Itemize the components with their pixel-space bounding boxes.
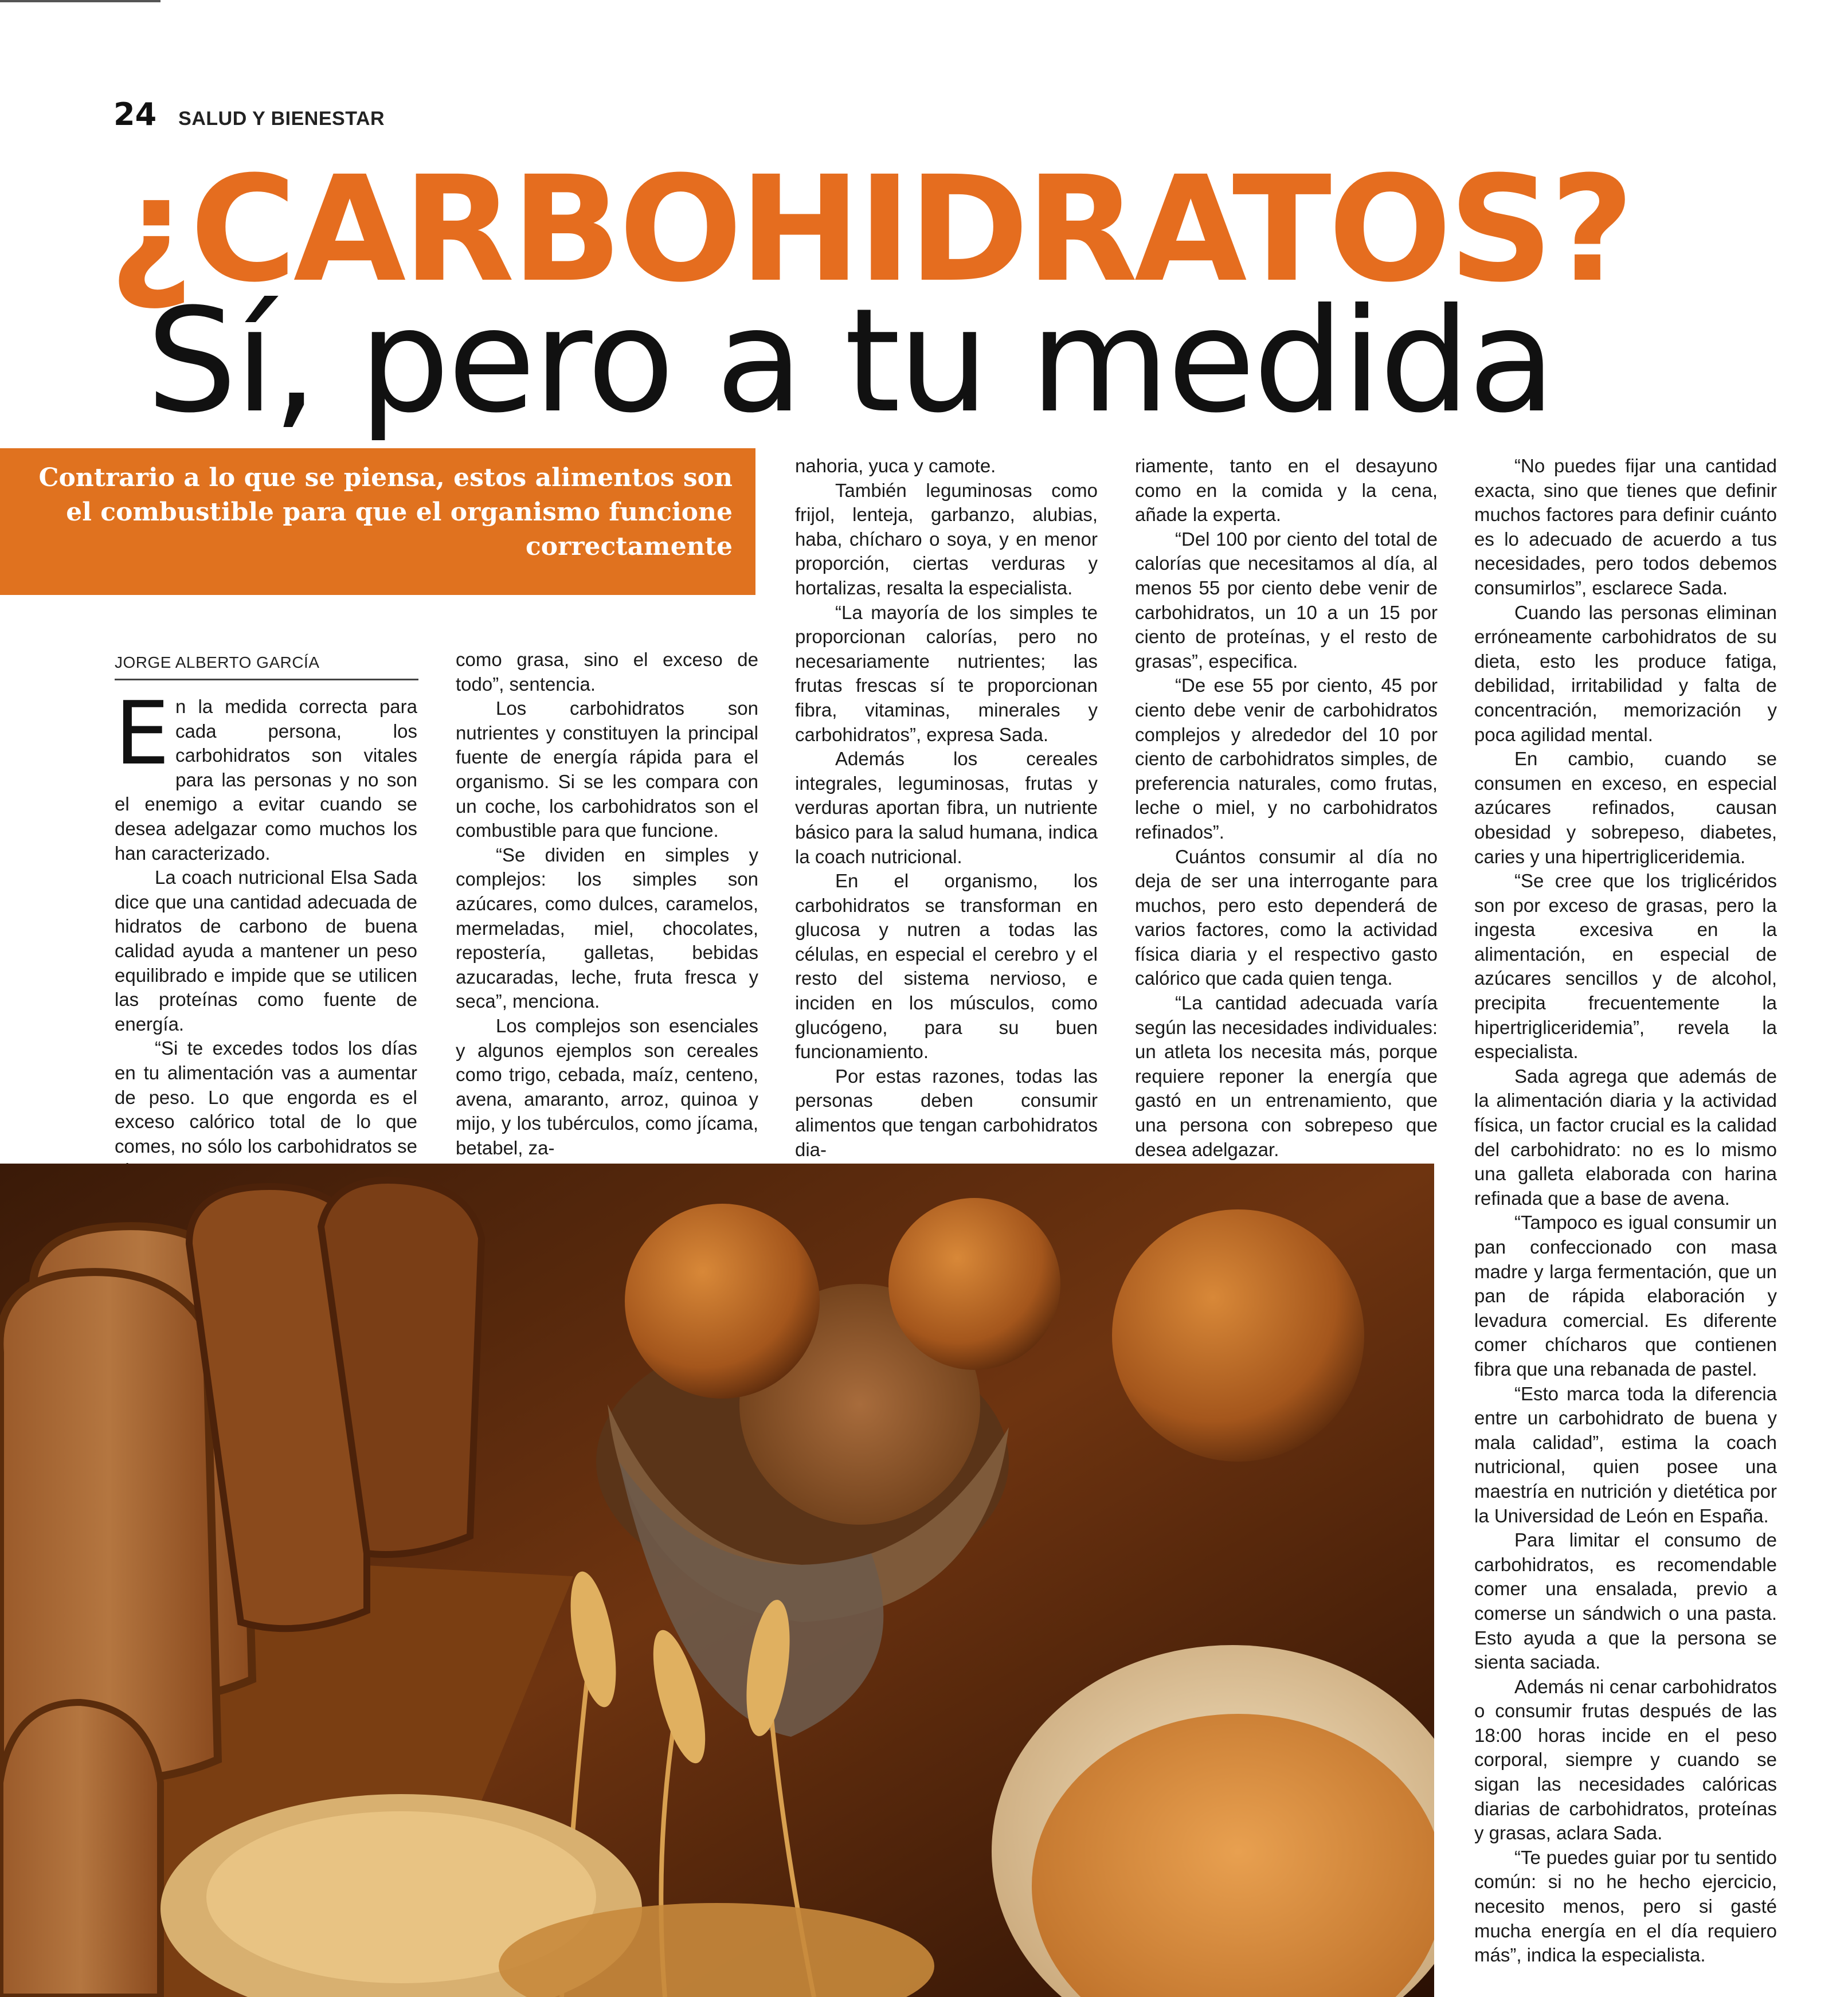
paragraph-text: n la medida correcta para cada persona, los carbohidratos son vitales para las personas y no son el enemigo a evitar cuando se desea adelgazar como muchos los han caracterizado.: [115, 696, 417, 864]
paragraph: nahoria, yuca y camote.: [795, 455, 996, 476]
section-name: SALUD Y BIENESTAR: [178, 108, 385, 130]
page-number: 24: [113, 96, 157, 132]
deck-banner: [0, 448, 755, 595]
paragraph: Los complejos son esenciales y algunos ejemplos son cereales como trigo, cebada, maíz, centeno, avena, amaranto, arroz, quinoa y mijo, y los tubérculos, como jícama, betabel, za-: [456, 1015, 758, 1158]
paragraph: Los carbohidratos son nutrientes y constituyen la principal fuente de energía rápida para el organismo. Si se les compara con un coche, los carbohidratos son el combustible para que funcione.: [456, 698, 758, 841]
byline-block: [115, 653, 418, 680]
paragraph: En el organismo, los carbohidratos se transforman en glucosa y nutren a todas las células, en especial el cerebro y el resto del sistema nervioso, e inciden en los músculos, como glucógeno, para su buen funcionamiento.: [795, 870, 1098, 1063]
paragraph: Sada agrega que además de la alimentación diaria y la actividad física, un factor crucial es la calidad del carbohidrato: no es lo mismo una galleta elaborada con harina refinada que a base de avena.: [1474, 1065, 1777, 1209]
paragraph: riamente, tanto en el desayuno como en la comida y la cena, añade la experta.: [1135, 455, 1438, 526]
paragraph: “La mayoría de los simples te proporcionan calorías, pero no necesariamente nutrientes; las frutas frescas sí te proporcionan fibra, vitaminas, minerales y carbohidratos”, expresa Sada.: [795, 601, 1098, 745]
paragraph: Además ni cenar carbohidratos o consumir frutas después de las 18:00 horas incide en el peso corporal, siempre y cuando se sigan las necesidades calóricas diarias de carbohidratos, proteínas y grasas, aclara Sada.: [1474, 1675, 1777, 1844]
paragraph: “La cantidad adecuada varía según las necesidades individuales: un atleta los necesita más, porque requiere reponer la energía que gastó en un entrenamiento, que una persona con sobrepeso que desea adelgazar.: [1135, 992, 1438, 1160]
paragraph: “No puedes fijar una cantidad exacta, sino que tienes que definir muchos factores para definir cuánto es lo adecuado de acuerdo a tus necesidades, pero todos debemos consumirlos”, esclarece Sada.: [1474, 455, 1777, 598]
paragraph: “Se cree que los triglicéridos son por exceso de grasas, pero la ingesta excesiva en la alimentación, en especial de azúcares sencillos y de alcohol, precipita frecuentemente la hipertrigliceridemia”, revela la especialista.: [1474, 870, 1777, 1063]
article-column-4: [1135, 454, 1438, 1162]
paragraph: También leguminosas como frijol, lenteja, garbanzo, alubias, haba, chícharo o soya, y en menor proporción, ciertas verduras y hortalizas, resalta la especialista.: [795, 479, 1098, 598]
paragraph: La coach nutricional Elsa Sada dice que una cantidad adecuada de hidratos de carbono de buena calidad ayuda a mantener un peso equilibrado e impide que se utilicen las proteínas como fuente de energía.: [115, 867, 417, 1035]
paragraph: “Esto marca toda la diferencia entre un carbohidrato de buena y mala calidad”, estima la coach nutricional, quien posee una maestría en nutrición y dietética por la Universidad de León en España.: [1474, 1383, 1777, 1526]
deck-text: Contrario a lo que se piensa, estos alimentos son el combustible para que el organismo funcione correctamente: [38, 463, 733, 561]
bread-and-grains-photo: [0, 1164, 1434, 1997]
paragraph: Para limitar el consumo de carbohidratos, es recomendable comer una ensalada, previo a comerse un sándwich o una pasta. Esto ayuda a que la persona se sienta saciada.: [1474, 1529, 1777, 1673]
top-rule: [0, 0, 160, 2]
drop-cap: E: [115, 683, 170, 784]
paragraph: como grasa, sino el exceso de todo”, sentencia.: [456, 649, 758, 695]
paragraph: Por estas razones, todas las personas deben consumir alimentos que tengan carbohidratos dia-: [795, 1065, 1098, 1160]
paragraph: “De ese 55 por ciento, 45 por ciento debe venir de carbohidratos complejos y alrededor del 10 por ciento de carbohidratos simples, de preferencia naturales, como frutas, leche o miel, y no carbohidratos refinados”.: [1135, 675, 1438, 843]
subheadline: Sí, pero a tu medida: [146, 277, 1554, 444]
article-column-2: [456, 648, 758, 1160]
article-column-5: [1474, 454, 1777, 1968]
paragraph: Cuando las personas eliminan erróneamente carbohidratos de su dieta, esto les produce fatiga, debilidad, irritabilidad y falta de concentración, memorización y poca agilidad mental.: [1474, 601, 1777, 745]
paragraph: “Se dividen en simples y complejos: los simples son azúcares, como dulces, caramelos, mermeladas, miel, chocolates, repostería, galletas, bebidas azucaradas, leche, fruta fresca y seca”, menciona.: [456, 844, 758, 1012]
paragraph: Además los cereales integrales, leguminosas, frutas y verduras aportan fibra, un nutriente básico para la salud humana, indica la coach nutricional.: [795, 748, 1098, 867]
page-folio: [113, 96, 385, 136]
paragraph: “Si te excedes todos los días en tu alimentación vas a aumentar de peso. Lo que engorda es el exceso calórico total de lo que comes, no sólo los carbohidratos se: [115, 1037, 417, 1157]
paragraph: En cambio, cuando se consumen en exceso, en especial azúcares refinados, causan obesidad y sobrepeso, diabetes, caries y una hipertrigliceridemia.: [1474, 748, 1777, 867]
paragraph: “Del 100 por ciento del total de calorías que necesitamos al día, al menos 55 por ciento debe venir de carbohidratos, un 10 a un 15 por ciento de proteínas, y el resto de grasas”, especifica.: [1135, 528, 1438, 672]
headline: ¿CARBOHIDRATOS?: [109, 144, 1631, 314]
byline: JORGE ALBERTO GARCÍA: [115, 653, 320, 671]
paragraph: “Tampoco es igual consumir un pan confeccionado con masa madre y larga fermentación, que un pan de rápida elaboración y levadura comercial. Es diferente comer chícharos que contienen fibra que una rebanada de pastel.: [1474, 1212, 1777, 1380]
paragraph: [115, 683, 417, 866]
paragraph: Cuántos consumir al día no deja de ser una interrogante para muchos, pero esto dependerá de varios factores, como la actividad física diaria y el respectivo gasto calórico que cada quien tenga.: [1135, 845, 1438, 989]
article-column-3: [795, 454, 1098, 1162]
article-column-1: [115, 683, 417, 1183]
paragraph: “Te puedes guiar por tu sentido común: si no he hecho ejercicio, necesito menos, pero si gasté mucha energía en el día requiero más”, indica la especialista.: [1474, 1846, 1777, 1966]
